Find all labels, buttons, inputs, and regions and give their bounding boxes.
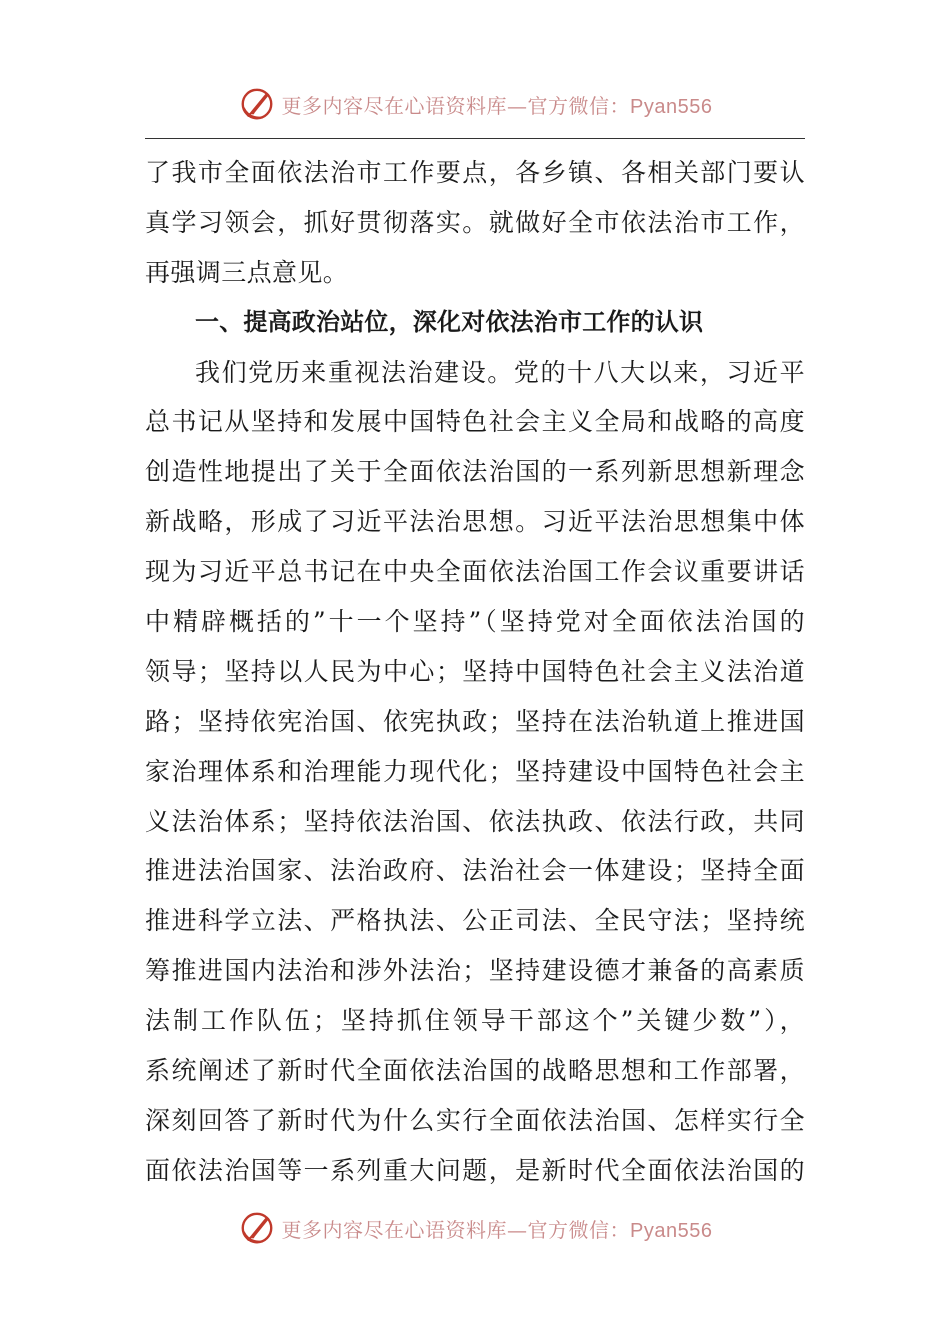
text-line: 中精辟概括的”十一个坚持”（坚持党对全面依法治国的 bbox=[145, 607, 805, 637]
text-line: 创造性地提出了关于全面依法治国的一系列新思想新理念 bbox=[145, 457, 805, 487]
text-line: 总书记从坚持和发展中国特色社会主义全局和战略的高度 bbox=[145, 407, 805, 437]
text-line: 真学习领会，抓好贯彻落实。就做好全市依法治市工作， bbox=[145, 207, 805, 237]
text-line: 推进法治国家、法治政府、法治社会一体建设；坚持全面 bbox=[145, 856, 805, 886]
text-line: 义法治体系；坚持依法治国、依法执政、依法行政，共同 bbox=[145, 806, 805, 836]
text-line: 了我市全面依法治市工作要点，各乡镇、各相关部门要认 bbox=[145, 158, 805, 187]
text-line: 再强调三点意见。 bbox=[145, 257, 349, 287]
text-line: 筹推进国内法治和涉外法治；坚持建设德才兼备的高素质 bbox=[145, 956, 805, 986]
text-line: 我们党历来重视法治建设。党的十八大以来，习近平 bbox=[195, 357, 805, 387]
text-line: 法制工作队伍；坚持抓住领导干部这个”关键少数”）， bbox=[145, 1006, 805, 1036]
section-heading: 一、提高政治站位，深化对依法治市工作的认识 bbox=[195, 307, 704, 336]
text-line: 深刻回答了新时代为什么实行全面依法治国、怎样实行全 bbox=[145, 1105, 805, 1135]
header-banner-text: 更多内容尽在心语资料库—官方微信：Pyan556 bbox=[281, 93, 713, 118]
text-line: 面依法治国等一系列重大问题，是新时代全面依法治国的 bbox=[145, 1155, 805, 1185]
quill-logo-icon bbox=[238, 1209, 276, 1247]
quill-logo-icon bbox=[238, 85, 276, 123]
text-line: 系统阐述了新时代全面依法治国的战略思想和工作部署， bbox=[145, 1056, 805, 1086]
text-line: 领导；坚持以人民为中心；坚持中国特色社会主义法治道 bbox=[145, 656, 805, 686]
document-body bbox=[145, 148, 805, 1196]
text-line: 路；坚持依宪治国、依宪执政；坚持在法治轨道上推进国 bbox=[145, 706, 805, 736]
text-line: 家治理体系和治理能力现代化；坚持建设中国特色社会主 bbox=[145, 756, 805, 786]
text-line: 推进科学立法、严格执法、公正司法、全民守法；坚持统 bbox=[145, 906, 805, 936]
text-line: 现为习近平总书记在中央全面依法治国工作会议重要讲话 bbox=[145, 557, 805, 587]
text-line: 新战略，形成了习近平法治思想。习近平法治思想集中体 bbox=[145, 507, 805, 537]
footer-banner bbox=[0, 1206, 950, 1250]
footer-banner-text: 更多内容尽在心语资料库—官方微信：Pyan556 bbox=[281, 1217, 713, 1242]
header-divider bbox=[145, 138, 805, 139]
header-banner bbox=[0, 82, 950, 126]
